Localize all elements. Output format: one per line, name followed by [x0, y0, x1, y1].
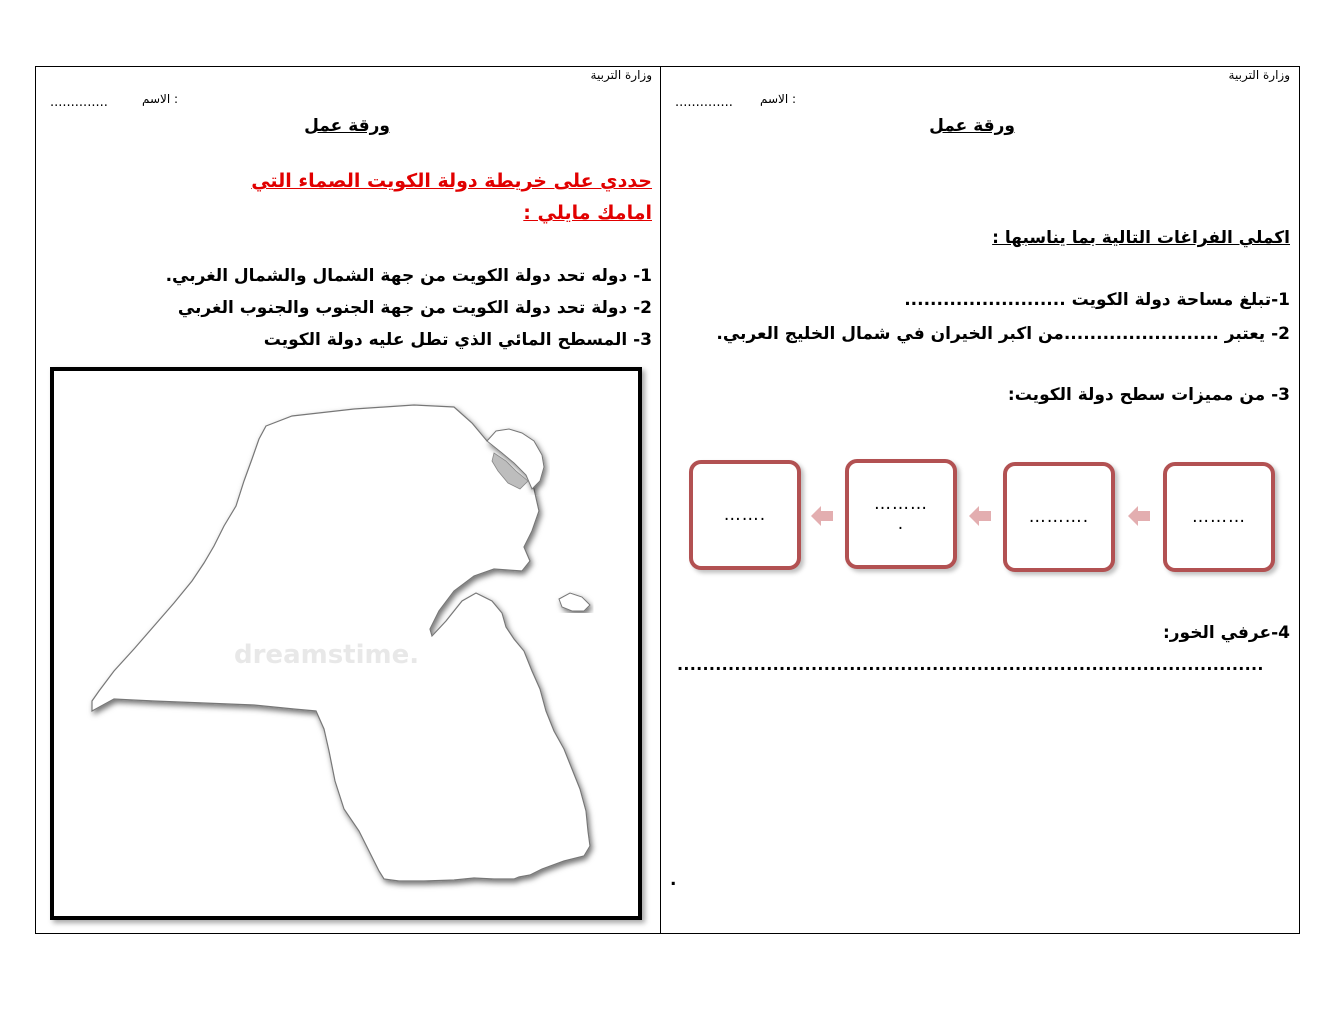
left-arrow-icon	[810, 504, 834, 528]
kuwait-outline-map	[54, 371, 638, 916]
left-item-1: 1- دوله تحد دولة الكويت من جهة الشمال والشمال الغربي.	[165, 266, 652, 286]
sheet-divider	[660, 66, 661, 934]
right-question-3: 3- من مميزات سطح دولة الكويت:	[1007, 385, 1290, 405]
feature-box-3[interactable]: ……… .	[845, 459, 957, 569]
left-title: ورقة عمل	[304, 116, 390, 136]
right-name-label: الاسم :	[760, 92, 797, 106]
right-name-field[interactable]: ..............	[675, 95, 733, 110]
kuwait-map-frame	[50, 367, 642, 920]
left-instruction-line2: امامك مايلي :	[523, 202, 652, 224]
right-title: ورقة عمل	[929, 116, 1015, 136]
left-arrow-icon	[1127, 504, 1151, 528]
feature-box-2[interactable]: ……….	[1003, 462, 1115, 572]
right-question-1: 1-تبلغ مساحة دولة الكويت .........................	[904, 290, 1290, 310]
failaka-island	[559, 593, 590, 611]
left-item-2: 2- دولة تحد دولة الكويت من جهة الجنوب والجنوب الغربي	[177, 298, 652, 318]
footer-dot: .	[670, 870, 677, 890]
right-question-4: 4-عرفي الخور:	[1162, 623, 1290, 643]
left-item-3: 3- المسطح المائي الذي تطل عليه دولة الكويت	[263, 330, 652, 350]
left-instruction-line1: حددي على خريطة دولة الكويت الصماء التي	[251, 170, 652, 192]
map-watermark: dreamstime.	[234, 640, 420, 670]
feature-box-4[interactable]: …….	[689, 460, 801, 570]
right-instruction: اكملي الفراغات التالية بما يناسبها :	[992, 228, 1290, 248]
definition-answer-line[interactable]: ............................................................................................	[677, 655, 1264, 674]
left-name-field[interactable]: ..............	[50, 95, 108, 110]
right-ministry: وزارة التربية	[1228, 68, 1290, 82]
right-question-2: 2- يعتبر ........................من اكبر الخيران في شمال الخليج العربي.	[716, 324, 1290, 344]
left-name-label: الاسم :	[142, 92, 179, 106]
left-arrow-icon	[968, 504, 992, 528]
left-ministry: وزارة التربية	[590, 68, 652, 82]
feature-box-1[interactable]: ………	[1163, 462, 1275, 572]
